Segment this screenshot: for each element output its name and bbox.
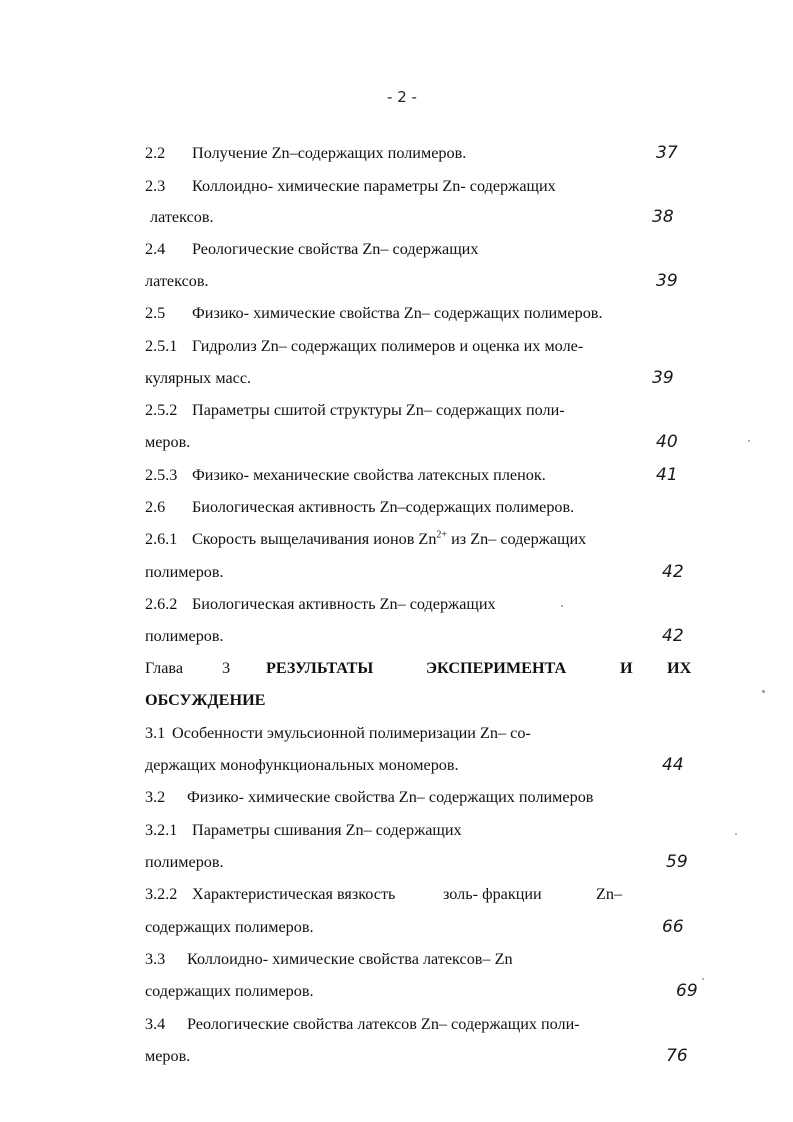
page-number: - 2 - bbox=[387, 88, 417, 106]
toc-num: 2.5.1 bbox=[145, 337, 178, 355]
toc-entry-3-2-1 bbox=[0, 819, 793, 849]
toc-num: 2.5.2 bbox=[145, 401, 178, 419]
toc-entry-2-5 bbox=[0, 302, 793, 332]
toc-title-part: золь- фракции bbox=[443, 885, 542, 903]
toc-title: Биологическая активность Zn–содержащих полимеров. bbox=[192, 498, 575, 516]
toc-entry-3-1 bbox=[0, 722, 793, 752]
toc-page: 59 bbox=[666, 852, 688, 872]
toc-title-cont: латексов. bbox=[150, 208, 214, 226]
toc-entry-2-6-1-cont bbox=[0, 561, 793, 591]
toc-title: Физико- химические свойства Zn– содержащих полимеров. bbox=[192, 304, 603, 322]
chapter-word: И bbox=[620, 659, 633, 677]
toc-page: 44 bbox=[662, 755, 684, 775]
chapter-number: 3 bbox=[222, 659, 231, 677]
toc-page: 37 bbox=[656, 143, 678, 163]
toc-title-cont: меров. bbox=[145, 1047, 191, 1065]
scan-speck bbox=[735, 833, 737, 835]
toc-entry-3-1-cont bbox=[0, 754, 793, 784]
toc-num: 2.3 bbox=[145, 177, 166, 195]
toc-title: Реологические свойства латексов Zn– содержащих поли- bbox=[187, 1015, 580, 1033]
toc-title: Коллоидно- химические свойства латексов– Zn bbox=[187, 950, 513, 968]
chapter-heading bbox=[0, 657, 793, 687]
toc-entry-2-6-2-cont bbox=[0, 625, 793, 655]
toc-num: 3.2.1 bbox=[145, 821, 178, 839]
toc-page: 39 bbox=[656, 271, 678, 291]
toc-num: 2.6.2 bbox=[145, 595, 178, 613]
toc-entry-3-2-1-cont bbox=[0, 851, 793, 881]
toc-page: 42 bbox=[662, 626, 684, 646]
toc-title: Параметры сшивания Zn– содержащих bbox=[192, 821, 462, 839]
toc-entry-3-4-cont bbox=[0, 1045, 793, 1075]
chapter-word: ОБСУЖДЕНИЕ bbox=[145, 691, 266, 709]
toc-num: 2.2 bbox=[145, 144, 166, 162]
toc-title-cont: меров. bbox=[145, 433, 191, 451]
chapter-label: Глава bbox=[145, 659, 184, 677]
toc-num: 2.6 bbox=[145, 498, 166, 516]
toc-title: Параметры сшитой структуры Zn– содержащих поли- bbox=[192, 401, 565, 419]
toc-num: 3.1 bbox=[145, 724, 166, 742]
toc-num: 2.6.1 bbox=[145, 530, 178, 548]
toc-entry-2-5-3 bbox=[0, 464, 793, 494]
toc-entry-2-4 bbox=[0, 238, 793, 268]
toc-title: Физико- химические свойства Zn– содержащих полимеров bbox=[187, 788, 594, 806]
toc-title: Получение Zn–содержащих полимеров. bbox=[192, 144, 467, 162]
toc-entry-3-2-2 bbox=[0, 883, 793, 913]
toc-entry-2-5-1-cont bbox=[0, 367, 793, 397]
toc-entry-3-2-2-cont bbox=[0, 916, 793, 946]
toc-entry-2-5-2-cont bbox=[0, 431, 793, 461]
toc-title bbox=[192, 528, 586, 550]
scan-speck bbox=[762, 690, 765, 693]
toc-entry-2-3 bbox=[0, 175, 793, 205]
scan-speck bbox=[748, 440, 750, 442]
toc-page: 76 bbox=[666, 1046, 688, 1066]
toc-page: 41 bbox=[656, 465, 678, 485]
chapter-word: РЕЗУЛЬТАТЫ bbox=[266, 659, 374, 677]
toc-page: 38 bbox=[652, 207, 674, 227]
toc-title-cont: кулярных масс. bbox=[145, 369, 252, 387]
toc-entry-2-5-1 bbox=[0, 335, 793, 365]
toc-title-part: Zn– bbox=[596, 885, 623, 903]
toc-entry-2-6-2 bbox=[0, 593, 793, 623]
toc-num: 3.3 bbox=[145, 950, 166, 968]
chapter-word: ЭКСПЕРИМЕНТА bbox=[426, 659, 567, 677]
superscript: 2+ bbox=[436, 529, 448, 541]
toc-entry-2-5-2 bbox=[0, 399, 793, 429]
toc-title: Физико- механические свойства латексных пленок. bbox=[192, 466, 546, 484]
toc-num: 3.4 bbox=[145, 1015, 166, 1033]
scan-speck bbox=[702, 978, 704, 980]
toc-title-cont: содержащих полимеров. bbox=[145, 918, 314, 936]
toc-title: Коллоидно- химические параметры Zn- содержащих bbox=[192, 177, 556, 195]
toc-title-cont: полимеров. bbox=[145, 563, 224, 581]
chapter-word: ИХ bbox=[667, 659, 692, 677]
toc-num: 2.5.3 bbox=[145, 466, 178, 484]
toc-num: 2.5 bbox=[145, 304, 166, 322]
toc-title-cont: держащих монофункциональных мономеров. bbox=[145, 756, 459, 774]
toc-entry-3-4 bbox=[0, 1013, 793, 1043]
scan-speck bbox=[561, 605, 563, 607]
chapter-heading-cont bbox=[0, 689, 793, 719]
toc-title: Реологические свойства Zn– содержащих bbox=[192, 240, 479, 258]
toc-title: Биологическая активность Zn– содержащих bbox=[192, 595, 496, 613]
toc-entry-2-6-1 bbox=[0, 528, 793, 558]
toc-entry-2-4-cont bbox=[0, 270, 793, 300]
toc-title-cont: полимеров. bbox=[145, 853, 224, 871]
toc-num: 3.2 bbox=[145, 788, 166, 806]
toc-page: 39 bbox=[652, 368, 674, 388]
toc-title: Особенности эмульсионной полимеризации Zn– со- bbox=[172, 724, 531, 742]
toc-entry-3-3 bbox=[0, 948, 793, 978]
toc-entry-2-3-cont bbox=[0, 206, 793, 236]
toc-title: Гидролиз Zn– содержащих полимеров и оценка их моле- bbox=[192, 337, 584, 355]
toc-entry-3-2 bbox=[0, 786, 793, 816]
toc-entry-2-6 bbox=[0, 496, 793, 526]
toc-num: 3.2.2 bbox=[145, 885, 178, 903]
toc-title-part: из Zn– содержащих bbox=[447, 530, 587, 548]
toc-title-part: Скорость выщелачивания ионов Zn bbox=[192, 530, 437, 548]
toc-num: 2.4 bbox=[145, 240, 166, 258]
toc-page: 66 bbox=[662, 917, 684, 937]
toc-page: 42 bbox=[662, 562, 684, 582]
toc-entry-3-3-cont bbox=[0, 980, 793, 1010]
toc-page: 69 bbox=[676, 981, 698, 1001]
toc-page: 40 bbox=[656, 432, 678, 452]
toc-title-cont: полимеров. bbox=[145, 627, 224, 645]
toc-title-cont: латексов. bbox=[145, 272, 209, 290]
toc-title-cont: содержащих полимеров. bbox=[145, 982, 314, 1000]
toc-entry-2-2 bbox=[0, 142, 793, 172]
toc-title-part: Характеристическая вязкость bbox=[192, 885, 396, 903]
